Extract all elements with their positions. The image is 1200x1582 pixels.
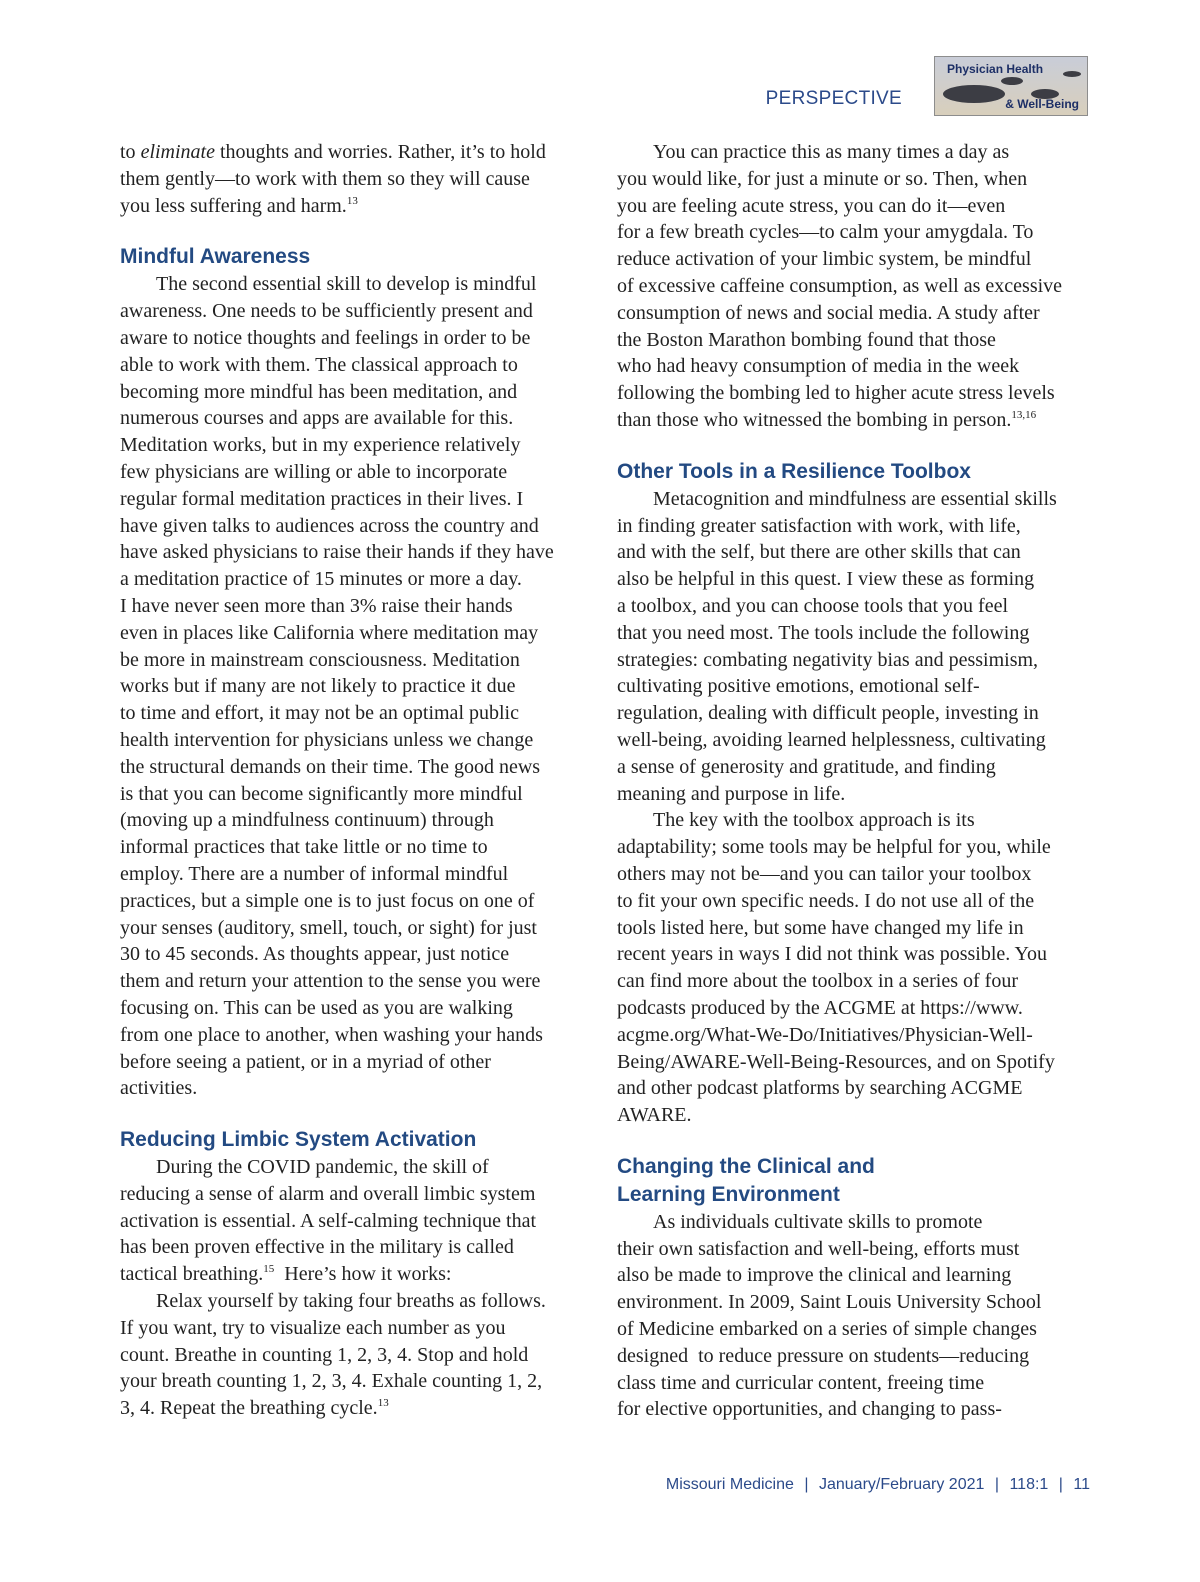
paragraph-line: Relax yourself by taking four breaths as follows. bbox=[156, 1290, 546, 1313]
paragraph-line: The key with the toolbox approach is its bbox=[653, 809, 975, 832]
paragraph-line: numerous courses and apps are available for this. bbox=[120, 407, 514, 430]
paragraph-line: adaptability; some tools may be helpful for you, while bbox=[617, 836, 1051, 859]
paragraph-line: has been proven effective in the military is called bbox=[120, 1236, 514, 1259]
paragraph-line: Being/AWARE-Well-Being-Resources, and on Spotify bbox=[617, 1050, 1055, 1073]
paragraph-line: who had heavy consumption of media in the week bbox=[617, 355, 1020, 378]
citation: 13,16 bbox=[1011, 408, 1037, 421]
footer-page-number: 11 bbox=[1073, 1476, 1090, 1493]
physician-health-logo bbox=[934, 56, 1088, 116]
paragraph-text: tactical breathing. bbox=[120, 1263, 264, 1286]
paragraph-line: well-being, avoiding learned helplessness, cultivating bbox=[617, 728, 1046, 751]
paragraph-line: Metacognition and mindfulness are essential skills bbox=[653, 487, 1057, 510]
paragraph-line: you are feeling acute stress, you can do it—even bbox=[617, 194, 1006, 217]
paragraph-line: class time and curricular content, freeing time bbox=[617, 1371, 985, 1394]
logo-stone-1 bbox=[943, 85, 1005, 103]
citation: 13 bbox=[377, 1397, 389, 1410]
paragraph-text: than those who witnessed the bombing in person. bbox=[617, 408, 1012, 431]
paragraph-line: environment. In 2009, Saint Louis University School bbox=[617, 1291, 1042, 1314]
paragraph-line: Meditation works, but in my experience relatively bbox=[120, 434, 521, 457]
paragraph-line: is that you can become significantly more mindful bbox=[120, 782, 523, 805]
paragraph-line: have given talks to audiences across the country and bbox=[120, 514, 539, 537]
paragraph-line: for a few breath cycles—to calm your amygdala. To bbox=[617, 221, 1034, 244]
footer-separator: | bbox=[994, 1476, 1000, 1493]
paragraph-line: activation is essential. A self-calming technique that bbox=[120, 1209, 536, 1232]
paragraph-line: a toolbox, and you can choose tools that you feel bbox=[617, 594, 1009, 617]
paragraph-line: in finding greater satisfaction with work, with life, bbox=[617, 514, 1021, 537]
paragraph-line: As individuals cultivate skills to promote bbox=[653, 1210, 983, 1233]
paragraph-line: of excessive caffeine consumption, as well as excessive bbox=[617, 274, 1063, 297]
paragraph-line: even in places like California where meditation may bbox=[120, 621, 539, 644]
intro-lead-prefix: to bbox=[120, 141, 141, 163]
paragraph-line: following the bombing led to higher acute stress levels bbox=[617, 382, 1055, 405]
paragraph-line: have asked physicians to raise their hands if they have bbox=[120, 541, 554, 564]
paragraph-line: to time and effort, it may not be an optimal public bbox=[120, 702, 519, 725]
heading-resilience-toolbox: Other Tools in a Resilience Toolbox bbox=[617, 459, 971, 483]
paragraph-line: be more in mainstream consciousness. Meditation bbox=[120, 648, 520, 671]
paragraph-line: strategies: combating negativity bias and pessimism, bbox=[617, 648, 1039, 671]
paragraph-line: podcasts produced by the ACGME at https://www. bbox=[617, 996, 1023, 1019]
paragraph-line: (moving up a mindfulness continuum) through bbox=[120, 809, 494, 832]
paragraph-line: AWARE. bbox=[617, 1104, 692, 1127]
logo-stone-4 bbox=[1063, 71, 1081, 77]
paragraph-line: reduce activation of your limbic system, be mindful bbox=[617, 248, 1032, 271]
paragraph-line: also be helpful in this quest. I view these as forming bbox=[617, 568, 1035, 591]
paragraph-line: consumption of news and social media. A study after bbox=[617, 301, 1040, 324]
paragraph-line: your breath counting 1, 2, 3, 4. Exhale counting 1, 2, bbox=[120, 1370, 543, 1393]
paragraph-line: cultivating positive emotions, emotional self- bbox=[617, 675, 980, 698]
paragraph-line bbox=[120, 1261, 598, 1288]
paragraph-line: the Boston Marathon bombing found that those bbox=[617, 328, 996, 351]
paragraph-text: Here’s how it works: bbox=[274, 1263, 452, 1286]
paragraph-line: health intervention for physicians unless we change bbox=[120, 728, 534, 751]
paragraph-line: meaning and purpose in life. bbox=[617, 782, 846, 805]
paragraph-line: The second essential skill to develop is mindful bbox=[156, 273, 537, 296]
paragraph-line: for elective opportunities, and changing to pass- bbox=[617, 1398, 1002, 1421]
paragraph-line: If you want, try to visualize each number as you bbox=[120, 1316, 506, 1339]
paragraph-line: designed to reduce pressure on students—reducing bbox=[617, 1344, 1030, 1367]
intro-line bbox=[120, 193, 598, 220]
paragraph-line: their own satisfaction and well-being, efforts must bbox=[617, 1237, 1020, 1260]
intro-text: you less suffering and harm. bbox=[120, 194, 347, 217]
intro-lead-italic: eliminate bbox=[140, 141, 215, 163]
paragraph-line: and with the self, but there are other skills that can bbox=[617, 541, 1021, 564]
logo-stone-2 bbox=[1001, 77, 1023, 85]
paragraph-line: of Medicine embarked on a series of simple changes bbox=[617, 1318, 1037, 1341]
paragraph-line: recent years in ways I did not think was possible. You bbox=[617, 943, 1047, 966]
paragraph-line: able to work with them. The classical approach to bbox=[120, 353, 518, 376]
heading-clinical-environment-line1: Changing the Clinical and bbox=[617, 1154, 875, 1178]
logo-subtitle: & Well-Being bbox=[1005, 97, 1079, 111]
paragraph-line: the structural demands on their time. The good news bbox=[120, 755, 541, 778]
paragraph-line: that you need most. The tools include the following bbox=[617, 621, 1030, 644]
paragraph-line: tools listed here, but some have changed my life in bbox=[617, 916, 1024, 939]
heading-reducing-limbic: Reducing Limbic System Activation bbox=[120, 1128, 477, 1152]
page-footer bbox=[666, 1476, 1090, 1494]
footer-issue: January/February 2021 bbox=[818, 1476, 985, 1493]
paragraph-line: practices, but a simple one is to just focus on one of bbox=[120, 889, 535, 912]
paragraph-line: 30 to 45 seconds. As thoughts appear, just notice bbox=[120, 943, 510, 966]
left-column bbox=[120, 139, 598, 1422]
paragraph-line: activities. bbox=[120, 1077, 198, 1100]
paragraph-line: awareness. One needs to be sufficiently present and bbox=[120, 300, 533, 323]
paragraph-line: them and return your attention to the sense you were bbox=[120, 970, 541, 993]
paragraph-line: can find more about the toolbox in a series of four bbox=[617, 970, 1018, 993]
paragraph-line bbox=[617, 407, 1095, 434]
paragraph-line: before seeing a patient, or in a myriad of other bbox=[120, 1050, 491, 1073]
heading-clinical-environment-line2: Learning Environment bbox=[617, 1182, 840, 1206]
paragraph-line: you would like, for just a minute or so. Then, when bbox=[617, 167, 1028, 190]
paragraph-line bbox=[120, 1395, 598, 1422]
footer-separator: | bbox=[1058, 1476, 1063, 1493]
paragraph-line: regulation, dealing with difficult people, investing in bbox=[617, 702, 1039, 725]
intro-line bbox=[120, 139, 598, 166]
citation: 13 bbox=[346, 194, 358, 207]
paragraph-line: from one place to another, when washing your hands bbox=[120, 1023, 543, 1046]
logo-title: Physician Health bbox=[947, 62, 1044, 76]
paragraph-line: acgme.org/What-We-Do/Initiatives/Physician-Well- bbox=[617, 1023, 1033, 1046]
paragraph-line: few physicians are willing or able to incorporate bbox=[120, 460, 508, 483]
paragraph-line: reducing a sense of alarm and overall limbic system bbox=[120, 1182, 536, 1205]
footer-journal: Missouri Medicine bbox=[665, 1476, 794, 1493]
paragraph-line: your senses (auditory, smell, touch, or sight) for just bbox=[120, 916, 537, 939]
citation: 15 bbox=[263, 1263, 275, 1276]
intro-text: thoughts and worries. Rather, it’s to hold bbox=[220, 141, 546, 163]
paragraph-line: I have never seen more than 3% raise their hands bbox=[120, 594, 513, 617]
paragraph-line: and other podcast platforms by searching ACGME bbox=[617, 1077, 1023, 1100]
paragraph-text: 3, 4. Repeat the breathing cycle. bbox=[120, 1397, 378, 1420]
heading-mindful-awareness: Mindful Awareness bbox=[120, 245, 311, 269]
paragraph-line: During the COVID pandemic, the skill of bbox=[156, 1156, 489, 1179]
paragraph-line: also be made to improve the clinical and learning bbox=[617, 1264, 1012, 1287]
footer-volume: 118:1 bbox=[1009, 1476, 1049, 1493]
paragraph-line: focusing on. This can be used as you are walking bbox=[120, 996, 513, 1019]
paragraph-line: to fit your own specific needs. I do not use all of the bbox=[617, 889, 1035, 912]
paragraph-line: aware to notice thoughts and feelings in order to be bbox=[120, 326, 531, 349]
paragraph-line: works but if many are not likely to practice it due bbox=[120, 675, 516, 698]
paragraph-line: becoming more mindful has been meditation, and bbox=[120, 380, 518, 403]
paragraph-line: employ. There are a number of informal mindful bbox=[120, 862, 509, 885]
paragraph-line: count. Breathe in counting 1, 2, 3, 4. Stop and hold bbox=[120, 1343, 529, 1366]
paragraph-line: regular formal meditation practices in their lives. I bbox=[120, 487, 524, 510]
paragraph-line: a meditation practice of 15 minutes or more a day. bbox=[120, 568, 522, 591]
paragraph-line: You can practice this as many times a day as bbox=[653, 141, 1010, 163]
paragraph-line: a sense of generosity and gratitude, and finding bbox=[617, 755, 996, 778]
footer-separator: | bbox=[804, 1476, 809, 1493]
right-column bbox=[617, 139, 1095, 1423]
paragraph-line: informal practices that take little or no time to bbox=[120, 836, 488, 859]
intro-line: them gently—to work with them so they will cause bbox=[120, 167, 530, 190]
paragraph-line: others may not be—and you can tailor your toolbox bbox=[617, 862, 1032, 885]
section-label: PERSPECTIVE bbox=[765, 88, 902, 109]
